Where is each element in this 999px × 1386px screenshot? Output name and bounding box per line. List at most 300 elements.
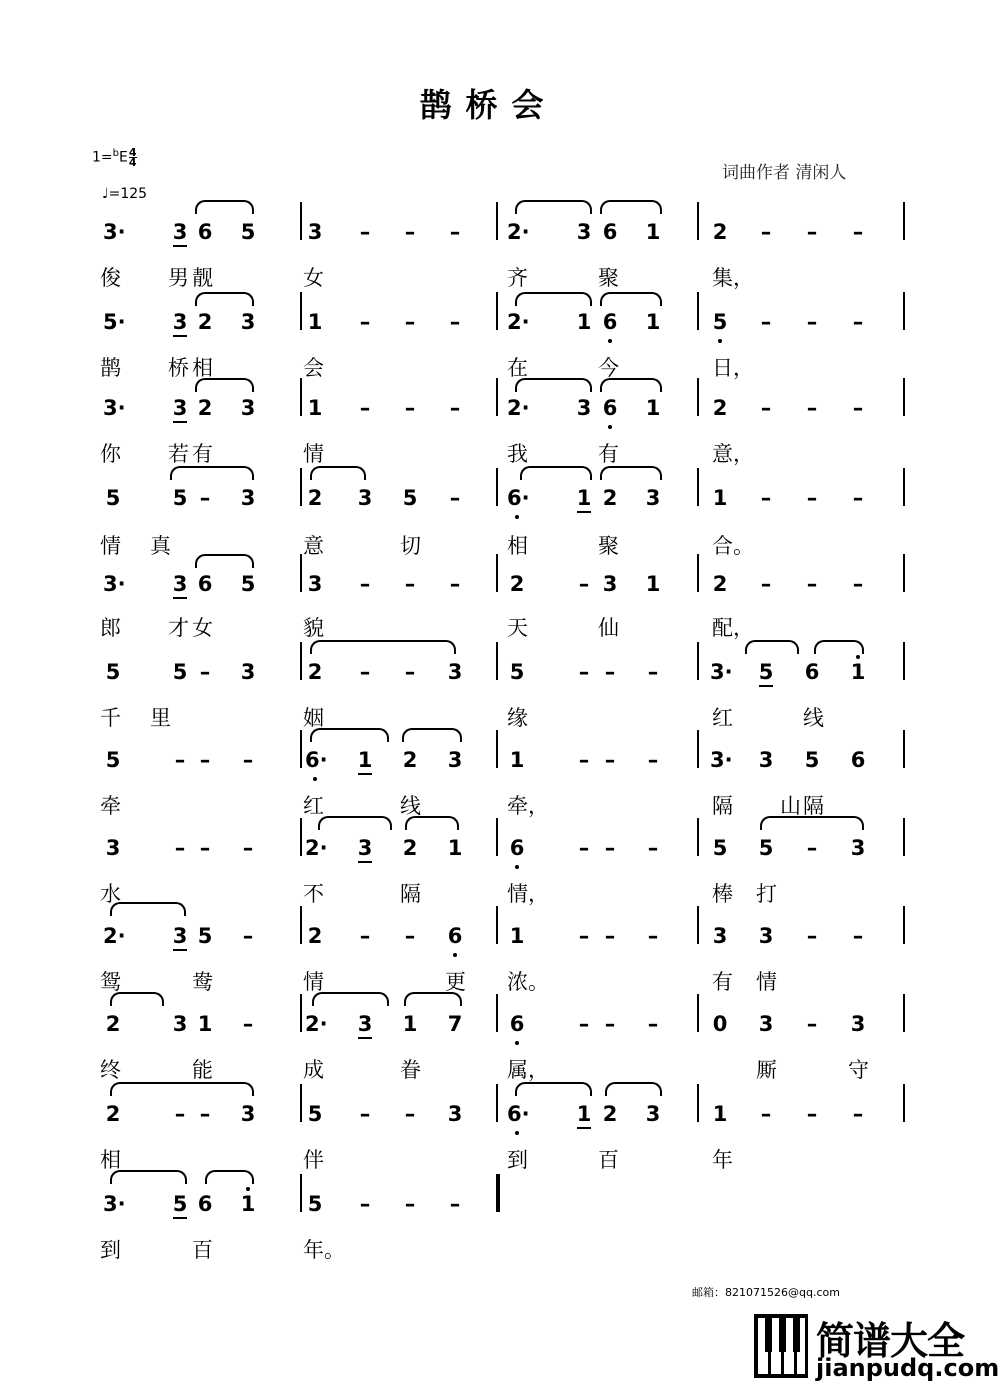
lyric: 齐: [507, 266, 528, 290]
score-line: [0, 396, 977, 436]
dash-extension: –: [604, 1012, 616, 1036]
dash-extension: –: [760, 396, 772, 420]
note: 3: [172, 1012, 188, 1036]
note: 2: [307, 924, 323, 948]
note: 2: [402, 836, 418, 860]
note: 3: [240, 486, 256, 510]
note: 5: [172, 486, 188, 510]
lyric: 真: [150, 534, 171, 558]
dash-extension: –: [449, 1192, 461, 1216]
note: 3: [447, 660, 463, 684]
note: 6: [197, 1192, 213, 1216]
note: 3: [447, 1102, 463, 1126]
lyric: 姻: [303, 706, 324, 730]
dash-extension: –: [852, 220, 864, 244]
lyric: 你: [100, 442, 121, 466]
barline: [903, 468, 905, 506]
slur: [404, 992, 462, 1006]
dash-extension: –: [359, 396, 371, 420]
dash-extension: –: [806, 572, 818, 596]
dash-extension: –: [760, 572, 772, 596]
slur: [195, 292, 254, 306]
dash-extension: –: [199, 660, 211, 684]
dash-extension: –: [359, 1102, 371, 1126]
time-signature: [128, 146, 137, 170]
note: 1: [307, 396, 323, 420]
slur: [515, 1082, 592, 1096]
note: 2·: [103, 924, 126, 948]
dash-extension: –: [852, 310, 864, 334]
note: 5: [172, 660, 188, 684]
note: 3·: [710, 748, 733, 772]
dash-extension: –: [578, 748, 590, 772]
lyric: 守: [848, 1058, 869, 1082]
dash-extension: –: [806, 310, 818, 334]
slur: [760, 816, 864, 830]
note: 3: [645, 486, 661, 510]
note: 5: [804, 748, 820, 772]
key-prefix: 1=: [92, 149, 113, 166]
barline: [903, 730, 905, 768]
note: 3: [170, 396, 190, 420]
slur: [600, 292, 662, 306]
note: 1: [848, 660, 868, 684]
lyric: 情: [100, 534, 121, 558]
dash-extension: –: [604, 748, 616, 772]
note: 2·: [507, 220, 530, 244]
barline: [496, 468, 498, 506]
note: 0: [712, 1012, 728, 1036]
dash-extension: –: [359, 310, 371, 334]
slur: [600, 378, 662, 392]
note: 3: [170, 572, 190, 596]
barline: [903, 994, 905, 1032]
barline: [300, 468, 302, 506]
barline: [300, 1084, 302, 1122]
note: 2: [105, 1102, 121, 1126]
lyric: 鸯: [192, 970, 213, 994]
dash-extension: –: [760, 310, 772, 334]
note: 6: [602, 220, 618, 244]
note: 2·: [507, 396, 530, 420]
slur: [405, 816, 459, 830]
note: 3: [447, 748, 463, 772]
lyric: 日，: [712, 356, 754, 380]
note: 2: [712, 220, 728, 244]
lyric: 相: [100, 1148, 121, 1172]
note: 3·: [103, 396, 126, 420]
note: 3: [170, 924, 190, 948]
score-line: [0, 1192, 977, 1232]
barline: [697, 378, 699, 416]
barline: [697, 642, 699, 680]
note: 1: [509, 924, 525, 948]
dash-extension: –: [852, 572, 864, 596]
note: 3: [602, 572, 618, 596]
note: 2: [509, 572, 525, 596]
lyric: 有: [192, 442, 213, 466]
note: 3: [105, 836, 121, 860]
song-title: 鹊桥会: [419, 86, 558, 124]
email-footer: 邮箱：821071526@qq.com: [692, 1286, 840, 1299]
logo-text: 简谱大全: [816, 1319, 965, 1363]
slur: [600, 466, 662, 480]
lyric: 靓: [192, 266, 213, 290]
lyric: 成: [303, 1058, 324, 1082]
lyric: 相: [507, 534, 528, 558]
dash-extension: –: [604, 660, 616, 684]
note: 5: [105, 748, 121, 772]
barline: [697, 1084, 699, 1122]
note: 5: [402, 486, 418, 510]
dash-extension: –: [760, 220, 772, 244]
dash-extension: –: [806, 396, 818, 420]
score-line: [0, 220, 977, 260]
time-unit: 4: [128, 156, 137, 170]
barline: [697, 818, 699, 856]
note: 2: [712, 396, 728, 420]
barline: [300, 994, 302, 1032]
note: 6: [850, 748, 866, 772]
note: 6: [600, 310, 620, 334]
note: 1: [645, 572, 661, 596]
barline: [903, 202, 905, 240]
barline: [300, 202, 302, 240]
lyric: 隔: [400, 882, 421, 906]
note: 1: [447, 836, 463, 860]
note: 5: [105, 486, 121, 510]
dash-extension: –: [404, 396, 416, 420]
lyric: 百: [192, 1238, 213, 1262]
note: 5: [197, 924, 213, 948]
dash-extension: –: [578, 836, 590, 860]
note: 2: [105, 1012, 121, 1036]
dash-extension: –: [760, 1102, 772, 1126]
dash-extension: –: [199, 1102, 211, 1126]
note: 3: [576, 396, 592, 420]
dash-extension: –: [242, 836, 254, 860]
note: 3: [170, 310, 190, 334]
barline: [496, 730, 498, 768]
slur: [318, 816, 392, 830]
note: 5·: [103, 310, 126, 334]
slur: [515, 292, 592, 306]
lyric: 红: [712, 706, 733, 730]
dash-extension: –: [578, 924, 590, 948]
note: 7: [447, 1012, 463, 1036]
note: 2·: [305, 836, 328, 860]
note: 2·: [305, 1012, 328, 1036]
note: 2: [602, 1102, 618, 1126]
dash-extension: –: [199, 486, 211, 510]
tempo-mark: ♩=125: [102, 186, 148, 202]
barline: [496, 642, 498, 680]
note: 3: [240, 1102, 256, 1126]
slur: [110, 1170, 187, 1184]
barline: [300, 292, 302, 330]
note: 5: [758, 836, 774, 860]
dash-extension: –: [242, 1012, 254, 1036]
note: 1: [574, 1102, 594, 1126]
lyric: 伴: [303, 1148, 324, 1172]
lyric: 棒: [712, 882, 733, 906]
dash-extension: –: [359, 1192, 371, 1216]
note: 6: [804, 660, 820, 684]
dash-extension: –: [404, 310, 416, 334]
barline: [903, 378, 905, 416]
barline: [496, 818, 498, 856]
note: 2: [197, 396, 213, 420]
dash-extension: –: [174, 1102, 186, 1126]
lyric: 缘: [507, 706, 528, 730]
score-line: [0, 836, 977, 876]
note: 6: [197, 220, 213, 244]
dash-extension: –: [199, 748, 211, 772]
slur: [110, 902, 186, 916]
lyric: 有: [712, 970, 733, 994]
score-line: [0, 486, 977, 526]
barline: [496, 994, 498, 1032]
dash-extension: –: [242, 748, 254, 772]
dash-extension: –: [449, 486, 461, 510]
barline: [697, 292, 699, 330]
lyric: 今: [598, 356, 619, 380]
lyric: 集，: [712, 266, 754, 290]
dash-extension: –: [174, 836, 186, 860]
final-barline: [496, 1174, 500, 1212]
score-line: [0, 748, 977, 788]
dash-extension: –: [578, 1012, 590, 1036]
lyric: 情: [303, 442, 324, 466]
lyric: 线: [400, 794, 421, 818]
dash-extension: –: [760, 486, 772, 510]
lyric: 到: [507, 1148, 528, 1172]
lyric: 眷: [400, 1058, 421, 1082]
dash-extension: –: [852, 396, 864, 420]
dash-extension: –: [604, 924, 616, 948]
note: 3: [240, 310, 256, 334]
lyric: 属，: [507, 1058, 549, 1082]
note: 3: [712, 924, 728, 948]
note: 3: [170, 220, 190, 244]
note: 5: [170, 1192, 190, 1216]
slur: [310, 728, 389, 742]
piano-keys-icon: [752, 1310, 810, 1382]
lyric: 年。: [303, 1238, 345, 1262]
barline: [697, 730, 699, 768]
lyric: 在: [507, 356, 528, 380]
barline: [300, 642, 302, 680]
lyric: 情，: [507, 882, 549, 906]
note: 3: [850, 1012, 866, 1036]
barline: [300, 818, 302, 856]
note: 2: [602, 486, 618, 510]
note: 1: [307, 310, 323, 334]
note: 2: [197, 310, 213, 334]
dash-extension: –: [806, 924, 818, 948]
lyric: 意，: [712, 442, 754, 466]
barline: [697, 468, 699, 506]
note: 2: [712, 572, 728, 596]
note: 3: [645, 1102, 661, 1126]
dash-extension: –: [449, 220, 461, 244]
note: 6: [197, 572, 213, 596]
dash-extension: –: [359, 572, 371, 596]
lyric: 女: [192, 616, 213, 640]
note: 1: [238, 1192, 258, 1216]
note: 5: [240, 220, 256, 244]
lyric: 我: [507, 442, 528, 466]
note: 3: [307, 572, 323, 596]
slur: [195, 200, 254, 214]
note: 5: [710, 310, 730, 334]
slur: [310, 466, 366, 480]
dash-extension: –: [806, 220, 818, 244]
lyric: 打: [756, 882, 777, 906]
barline: [697, 994, 699, 1032]
slur: [814, 640, 864, 654]
lyric: 山: [780, 794, 801, 818]
key-signature: [92, 146, 137, 170]
lyric: 红: [303, 794, 324, 818]
dash-extension: –: [404, 1102, 416, 1126]
lyric: 配，: [712, 616, 754, 640]
note: 1: [574, 486, 594, 510]
dash-extension: –: [806, 486, 818, 510]
lyric: 鹊: [100, 356, 121, 380]
note: 3: [850, 836, 866, 860]
note: 1: [402, 1012, 418, 1036]
slur: [312, 992, 389, 1006]
barline: [697, 202, 699, 240]
score-line: [0, 660, 977, 700]
barline: [300, 730, 302, 768]
time-beats: 4: [128, 146, 137, 160]
dash-extension: –: [404, 572, 416, 596]
lyric: 才: [168, 616, 189, 640]
barline: [300, 378, 302, 416]
dash-extension: –: [604, 836, 616, 860]
dash-extension: –: [449, 310, 461, 334]
dash-extension: –: [647, 748, 659, 772]
dash-extension: –: [647, 924, 659, 948]
dash-extension: –: [449, 396, 461, 420]
barline: [903, 554, 905, 592]
dash-extension: –: [359, 220, 371, 244]
barline: [697, 906, 699, 944]
note: 1: [645, 310, 661, 334]
lyric: 年: [712, 1148, 733, 1172]
lyric: 牵，: [507, 794, 549, 818]
note: 5: [756, 660, 776, 684]
dash-extension: –: [449, 572, 461, 596]
dash-extension: –: [404, 1192, 416, 1216]
dash-extension: –: [242, 924, 254, 948]
lyric: 男: [168, 266, 189, 290]
slur: [745, 640, 799, 654]
lyric: 线: [803, 706, 824, 730]
lyric: 俊: [100, 266, 121, 290]
dash-extension: –: [806, 1012, 818, 1036]
lyric: 千: [100, 706, 121, 730]
note: 3·: [103, 220, 126, 244]
slur: [515, 200, 592, 214]
lyric: 更: [445, 970, 466, 994]
lyric: 鸳: [100, 970, 121, 994]
lyric: 终: [100, 1058, 121, 1082]
lyric: 会: [303, 356, 324, 380]
dash-extension: –: [359, 660, 371, 684]
lyric: 天: [507, 616, 528, 640]
dash-extension: –: [404, 924, 416, 948]
barline: [300, 906, 302, 944]
slur: [195, 554, 254, 568]
barline: [496, 202, 498, 240]
note: 3·: [710, 660, 733, 684]
note: 6: [600, 396, 620, 420]
dash-extension: –: [806, 836, 818, 860]
score-line: [0, 572, 977, 612]
lyric: 有: [598, 442, 619, 466]
lyric: 能: [192, 1058, 213, 1082]
note: 2: [307, 486, 323, 510]
lyric: 不: [303, 882, 324, 906]
note: 3: [240, 660, 256, 684]
lyric: 隔: [712, 794, 733, 818]
dash-extension: –: [578, 660, 590, 684]
lyric: 聚: [598, 266, 619, 290]
slur: [605, 1082, 662, 1096]
dash-extension: –: [578, 572, 590, 596]
lyric: 意: [303, 534, 324, 558]
lyric: 相: [192, 356, 213, 380]
slur: [520, 466, 592, 480]
dash-extension: –: [647, 660, 659, 684]
dash-extension: –: [404, 660, 416, 684]
note: 5: [509, 660, 525, 684]
dash-extension: –: [852, 924, 864, 948]
lyric: 情: [756, 970, 777, 994]
note: 3·: [103, 572, 126, 596]
note: 6: [507, 1012, 527, 1036]
barline: [496, 292, 498, 330]
note: 3: [307, 220, 323, 244]
barline: [903, 642, 905, 680]
note: 5: [712, 836, 728, 860]
note: 5: [307, 1192, 323, 1216]
barline: [300, 554, 302, 592]
note: 2: [307, 660, 323, 684]
lyric: 百: [598, 1148, 619, 1172]
score-line: [0, 924, 977, 964]
note: 3: [576, 220, 592, 244]
barline: [496, 906, 498, 944]
dash-extension: –: [359, 924, 371, 948]
dash-extension: –: [852, 1102, 864, 1126]
slur: [205, 1170, 254, 1184]
lyric: 切: [400, 534, 421, 558]
note: 6·: [507, 486, 530, 510]
lyric: 隔: [803, 794, 824, 818]
lyric: 仙: [598, 616, 619, 640]
note: 5: [105, 660, 121, 684]
lyric: 若: [168, 442, 189, 466]
lyric: 到: [100, 1238, 121, 1262]
note: 3: [355, 1012, 375, 1036]
note: 1: [509, 748, 525, 772]
slur: [195, 378, 254, 392]
slur: [110, 1082, 254, 1096]
